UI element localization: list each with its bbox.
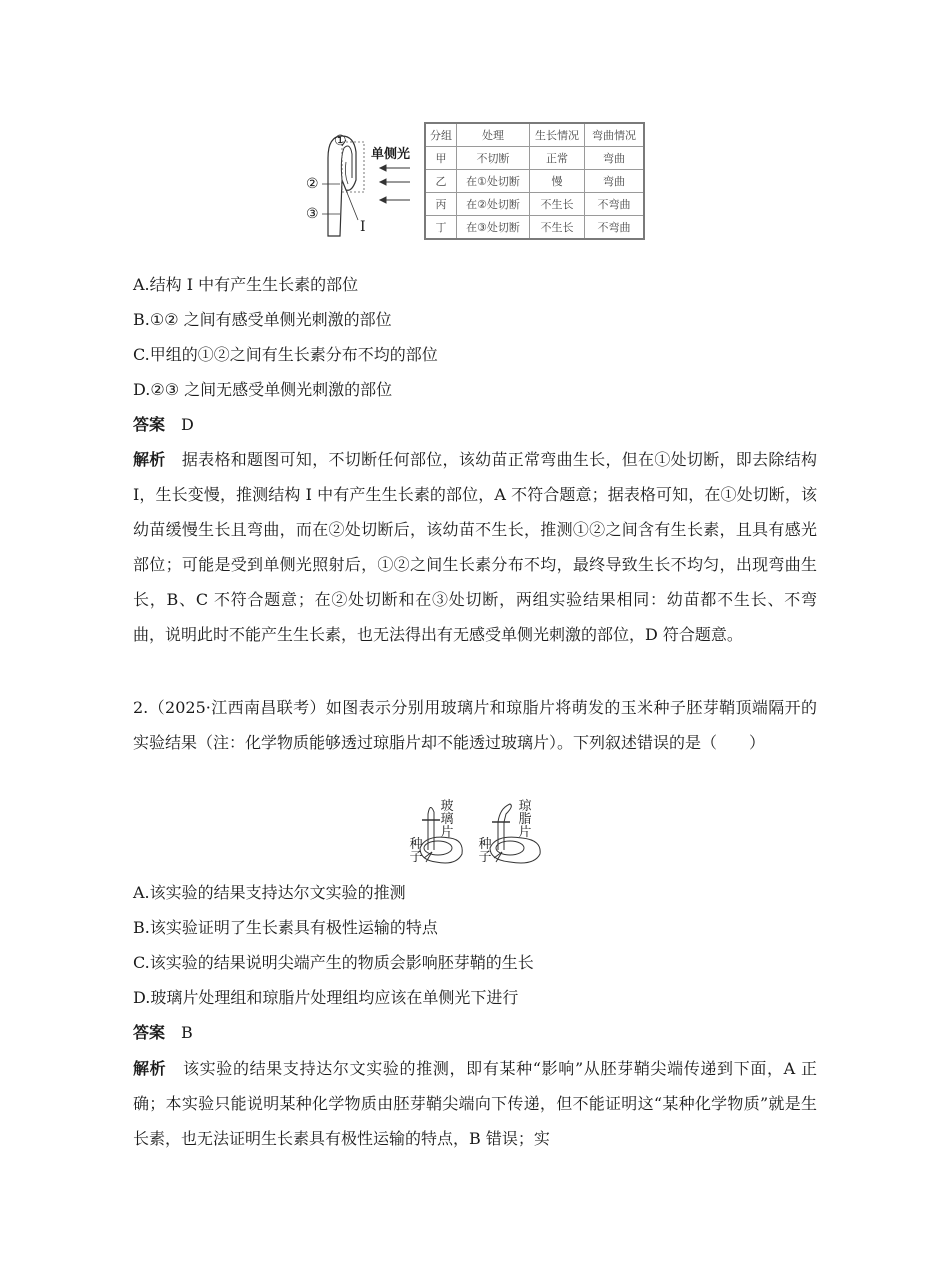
label-seed-right: 种子	[478, 837, 492, 865]
q2-option-a: A.该实验的结果支持达尔文实验的推测	[133, 883, 406, 902]
q2-analysis	[133, 1051, 817, 1156]
table-cell: 正常	[530, 147, 585, 170]
table-row	[425, 216, 644, 240]
label-structure-i: I	[360, 219, 366, 235]
q1-option-a: A.结构 I 中有产生生长素的部位	[133, 275, 359, 294]
q2-answer	[133, 1023, 193, 1043]
q2-option-b: B.该实验证明了生长素具有极性运输的特点	[133, 918, 438, 937]
label-agar-piece: 琼脂片	[518, 799, 532, 840]
table-cell: 丙	[425, 193, 457, 216]
experiment-table	[424, 122, 645, 240]
table-cell: 慢	[530, 170, 585, 193]
q2-option-d: D.玻璃片处理组和琼脂片处理组均应该在单侧光下进行	[133, 988, 519, 1007]
figure-seedling-cut-experiment	[300, 118, 650, 248]
table-cell: 不弯曲	[585, 216, 645, 240]
table-header: 处理	[457, 123, 530, 147]
analysis-text: 据表格和题图可知，不切断任何部位，该幼苗正常弯曲生长，但在①处切断，即去除结构 I，生长变慢，推测结构 I 中有产生生长素的部位，A 不符合题意；据表格可知，在①处切断，该幼苗缓慢生长且弯曲，而在②处切断后，该幼苗不生长，推测①②之间含有生长素，且具有感光部位；可能是受到单侧光照射后，①②之间生长素分布不均，最终导致生长不均匀，出现弯曲生长，B、C 不符合题意；在②处切断和在③处切断，两组实验结果相同：幼苗都不生长、不弯曲，说明此时不能产生生长素，也无法得出有无感受单侧光刺激的部位，D 符合题意。	[133, 450, 817, 644]
label-circle-3: ③	[306, 206, 319, 222]
analysis-text: 该实验的结果支持达尔文实验的推测，即有某种“影响”从胚芽鞘尖端传递到下面，A 正确；本实验只能说明某种化学物质由胚芽鞘尖端向下传递，但不能证明这“某种化学物质”就是生长素，也无法证明生长素具有极性运输的特点，B 错误；实	[133, 1059, 817, 1148]
label-circle-1: ①	[334, 133, 347, 149]
analysis-label: 解析	[133, 1059, 167, 1078]
answer-label: 答案	[133, 1023, 166, 1042]
table-cell: 弯曲	[585, 147, 645, 170]
table-cell: 在①处切断	[457, 170, 530, 193]
q2-option-c: C.该实验的结果说明尖端产生的物质会影响胚芽鞘的生长	[133, 953, 534, 972]
table-header-row	[425, 123, 644, 147]
answer-value: D	[181, 415, 194, 434]
table-cell: 不切断	[457, 147, 530, 170]
table-cell: 在②处切断	[457, 193, 530, 216]
table-row	[425, 193, 644, 216]
table-cell: 不生长	[530, 193, 585, 216]
q1-analysis	[133, 442, 817, 652]
q2-stem: 2.（2025·江西南昌联考）如图表示分别用玻璃片和琼脂片将萌发的玉米种子胚芽鞘顶端隔开的实验结果（注：化学物质能够透过琼脂片却不能透过玻璃片）。下列叙述错误的是（ ）	[133, 698, 817, 752]
label-seed-left: 种子	[409, 837, 423, 865]
table-cell: 不生长	[530, 216, 585, 240]
table-header: 分组	[425, 123, 457, 147]
table-header: 弯曲情况	[585, 123, 645, 147]
table-cell: 甲	[425, 147, 457, 170]
label-circle-2: ②	[306, 176, 319, 192]
table-cell: 丁	[425, 216, 457, 240]
answer-label: 答案	[133, 415, 166, 434]
q1-answer	[133, 415, 194, 435]
table-cell: 乙	[425, 170, 457, 193]
table-row	[425, 147, 644, 170]
table-cell: 不弯曲	[585, 193, 645, 216]
label-unilateral-light: 单侧光	[371, 147, 411, 162]
table-cell: 在③处切断	[457, 216, 530, 240]
figure-coleoptile-glass-agar	[406, 800, 551, 868]
q1-option-d: D.②③ 之间无感受单侧光刺激的部位	[133, 380, 393, 399]
table-cell: 弯曲	[585, 170, 645, 193]
label-glass-piece: 玻璃片	[440, 799, 454, 840]
table-row	[425, 170, 644, 193]
table-header: 生长情况	[530, 123, 585, 147]
q1-option-c: C.甲组的①②之间有生长素分布不均的部位	[133, 345, 438, 364]
q1-option-b: B.①② 之间有感受单侧光刺激的部位	[133, 310, 392, 329]
analysis-label: 解析	[133, 450, 166, 469]
answer-value: B	[181, 1023, 193, 1042]
